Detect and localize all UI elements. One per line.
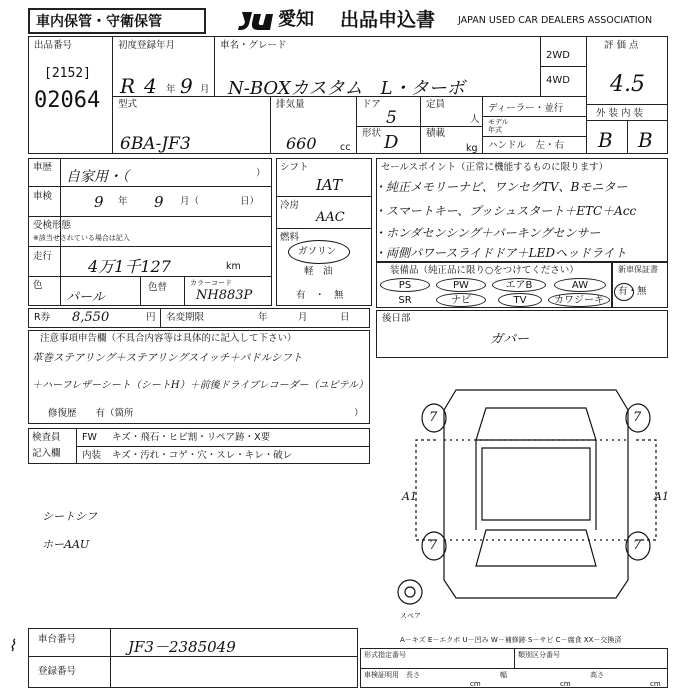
equip-extra: カワジーキ [548, 293, 610, 307]
dealer-label: ディーラー・並行 [488, 103, 564, 114]
registration-year-unit: 年 [166, 84, 176, 95]
extra-note-2: ホーAAU [42, 538, 90, 551]
sales-line-3: ・ホンダセンシング＋パーキングセンサー [374, 226, 601, 240]
warranty-yes-circle [614, 283, 634, 301]
registration-year: 4 [144, 74, 157, 98]
warranty-label: 新車保証書 [618, 265, 658, 274]
color-change-label: 色替 [148, 282, 168, 293]
notes-label: 注意事項申告欄（不具合内容等は具体的に記入して下さい） [40, 333, 297, 344]
rear-label: 後日部 [382, 313, 411, 324]
model-year-label: モデル 年式 [488, 118, 509, 134]
shift-label: シフト [280, 162, 309, 173]
history-close: ） [256, 168, 266, 179]
inspection-year-unit: 年 [118, 196, 128, 207]
class-label: 類別区分番号 [518, 651, 560, 659]
name-change-month: 月 [298, 312, 308, 323]
color-value: パール [66, 290, 105, 305]
inspection-year: 9 [94, 193, 104, 211]
condition-label: 外 装 内 装 [596, 108, 644, 119]
mileage-value: 4万1千127 [88, 257, 171, 276]
association-name: JAPAN USED CAR DEALERS ASSOCIATION [458, 15, 653, 26]
sales-label: セールスポイント（正常に機能するものに限ります） [381, 162, 609, 173]
receive-note: ※該当せされている場合は記入 [33, 234, 130, 242]
load-unit: kg [466, 143, 478, 154]
shape-label: 形状 [362, 128, 382, 139]
registration-era: R [120, 74, 136, 98]
entry-label: 記入欄 [32, 448, 61, 459]
drive-2wd: 2WD [546, 50, 570, 61]
name-change-year: 年 [258, 312, 268, 323]
score-label: 評 価 点 [604, 40, 639, 51]
capacity-unit: 人 [470, 114, 480, 125]
mileage-label: 走行 [33, 251, 53, 262]
inspection-day-unit: 日） [240, 196, 260, 207]
color-code-value: NH883P [196, 288, 253, 303]
rear-value: ガバー [490, 332, 530, 347]
equipment-label: 装備品（純正品に限り○をつけてください） [390, 265, 579, 276]
name-change-day: 日 [340, 312, 350, 323]
recycle-unit: 円 [146, 312, 156, 323]
fuel-option-diesel: 軽 油 [304, 266, 333, 277]
warranty-value: 有・無 [618, 286, 647, 297]
equip-ps: PS [380, 278, 430, 292]
lot-sub-number: [2152] [44, 66, 91, 81]
car-name-label: 車名・グレード [220, 40, 287, 51]
margin-check-mark: ⌇ [8, 636, 16, 655]
sales-line-2: ・スマートキー、プッシュスタート＋ETC＋Acc [374, 204, 637, 218]
tire-mark-rear-left: 7 [429, 538, 438, 553]
equip-aw: AW [554, 278, 606, 292]
lot-label: 出品番号 [34, 40, 73, 51]
spare-label: スペア [400, 612, 421, 620]
fuel-label: 燃料 [280, 232, 300, 243]
marks-row2: キズ・汚れ・コゲ・穴・スレ・キレ・破レ [112, 450, 293, 461]
side-mark-right: A1 [654, 490, 669, 503]
car-name-value: N-BOXカスタム L・ターボ [228, 78, 465, 99]
model-label: 型式 [118, 99, 138, 110]
recycle-value: 8,550 [72, 310, 110, 325]
load-label: 積載 [426, 128, 446, 139]
equip-tv: TV [498, 293, 542, 307]
exterior-grade: B [598, 128, 613, 152]
registration-month: 9 [180, 74, 193, 98]
capacity-label: 定員 [426, 99, 446, 110]
repair-label: 修復歴 有（箇所 [48, 408, 134, 419]
marks-row2-head: 内装 [82, 450, 102, 461]
model-value: 6BA-JF3 [120, 134, 191, 154]
color-change-yesno: 有 ・ 無 [296, 290, 344, 301]
recycle-label: R券 [34, 312, 51, 323]
ju-logo [236, 10, 276, 32]
history-label: 車歴 [33, 162, 53, 173]
inspection-month: 9 [154, 193, 164, 211]
width-unit: cm [560, 680, 571, 688]
equip-airbag: エアB [492, 278, 546, 292]
history-value: 自家用・（ [66, 169, 129, 185]
shape-value: D [384, 132, 399, 153]
ac-value: AAC [316, 210, 345, 225]
form-title: 出品申込書 [340, 9, 436, 31]
interior-grade: B [638, 128, 653, 152]
cert-label: 形式指定番号 [364, 651, 406, 659]
engine-value: 660 [286, 134, 317, 153]
engine-unit: cc [340, 142, 351, 153]
sales-line-1: ・純正メモリーナビ、ワンセグTV、Bモニター [374, 180, 628, 194]
fuel-option-gasoline: ガソリン [298, 246, 337, 257]
repair-close: ） [354, 408, 364, 419]
inspector-label: 検査員 [32, 432, 61, 443]
lot-number: 02064 [34, 88, 101, 113]
notes-line-2: ＋ハーフレザーシート（シートH）＋前後ドライブレコーダー（ユピテル） [32, 380, 369, 391]
equip-pw: PW [436, 278, 486, 292]
engine-label: 排気量 [276, 99, 305, 110]
doors-label: ドア [362, 99, 381, 110]
receive-label: 受検形態 [33, 220, 72, 231]
damage-legend: A－キズ E－エクボ U－凹み W－補修跡 S－サビ C－腐食 XX－交換済 [400, 636, 622, 644]
tire-mark-front-right: 7 [633, 410, 642, 425]
height-unit: cm [650, 680, 661, 688]
name-change-label: 名変期限 [166, 312, 205, 323]
spec-label: 車検証明用 [364, 671, 399, 679]
side-mark-left: A1 [402, 490, 417, 503]
tire-mark-rear-right: 7 [633, 538, 642, 553]
color-label: 色 [33, 280, 43, 291]
marks-row1: キズ・飛石・ヒビ割・リペア跡・X要 [112, 432, 271, 443]
chassis-value: JF3－2385049 [128, 638, 236, 656]
handle-label: ハンドル 左・右 [488, 140, 565, 151]
storage-stamp [28, 8, 206, 34]
doors-value: 5 [386, 108, 397, 128]
registration-label: 初度登録年月 [118, 40, 176, 51]
car-diagram [396, 370, 676, 620]
marks-row1-head: FW [82, 432, 97, 443]
equip-sr: SR [398, 295, 412, 306]
tire-mark-front-left: 7 [429, 410, 438, 425]
registration-month-unit: 月 [200, 84, 210, 95]
mileage-unit: km [226, 261, 241, 272]
extra-note-1: シートシフ [42, 510, 97, 523]
score-value: 4.5 [610, 72, 645, 97]
length-label: 長さ [406, 671, 420, 679]
prefecture-name: 愛知 [278, 9, 314, 30]
sales-line-4: ・両側パワースライドドア＋LEDヘッドライト [374, 246, 627, 260]
equip-navi: ナビ [436, 293, 486, 307]
color-code-label: カラーコード [190, 279, 232, 287]
reg-number-label: 登録番号 [38, 666, 77, 677]
drive-4wd: 4WD [546, 75, 570, 86]
notes-line-1: 革巻ステアリング＋ステアリングスイッチ＋パドルシフト [32, 352, 303, 364]
shift-value: IAT [316, 176, 342, 194]
length-unit: cm [470, 680, 481, 688]
inspection-label: 車検 [33, 191, 53, 202]
ac-label: 冷房 [280, 200, 300, 211]
storage-stamp-text: 車内保管・守衛保管 [36, 14, 162, 30]
width-label: 幅 [500, 671, 507, 679]
height-label: 高さ [590, 671, 604, 679]
inspection-month-unit: 月（ [180, 196, 200, 207]
chassis-label: 車台番号 [38, 634, 77, 645]
